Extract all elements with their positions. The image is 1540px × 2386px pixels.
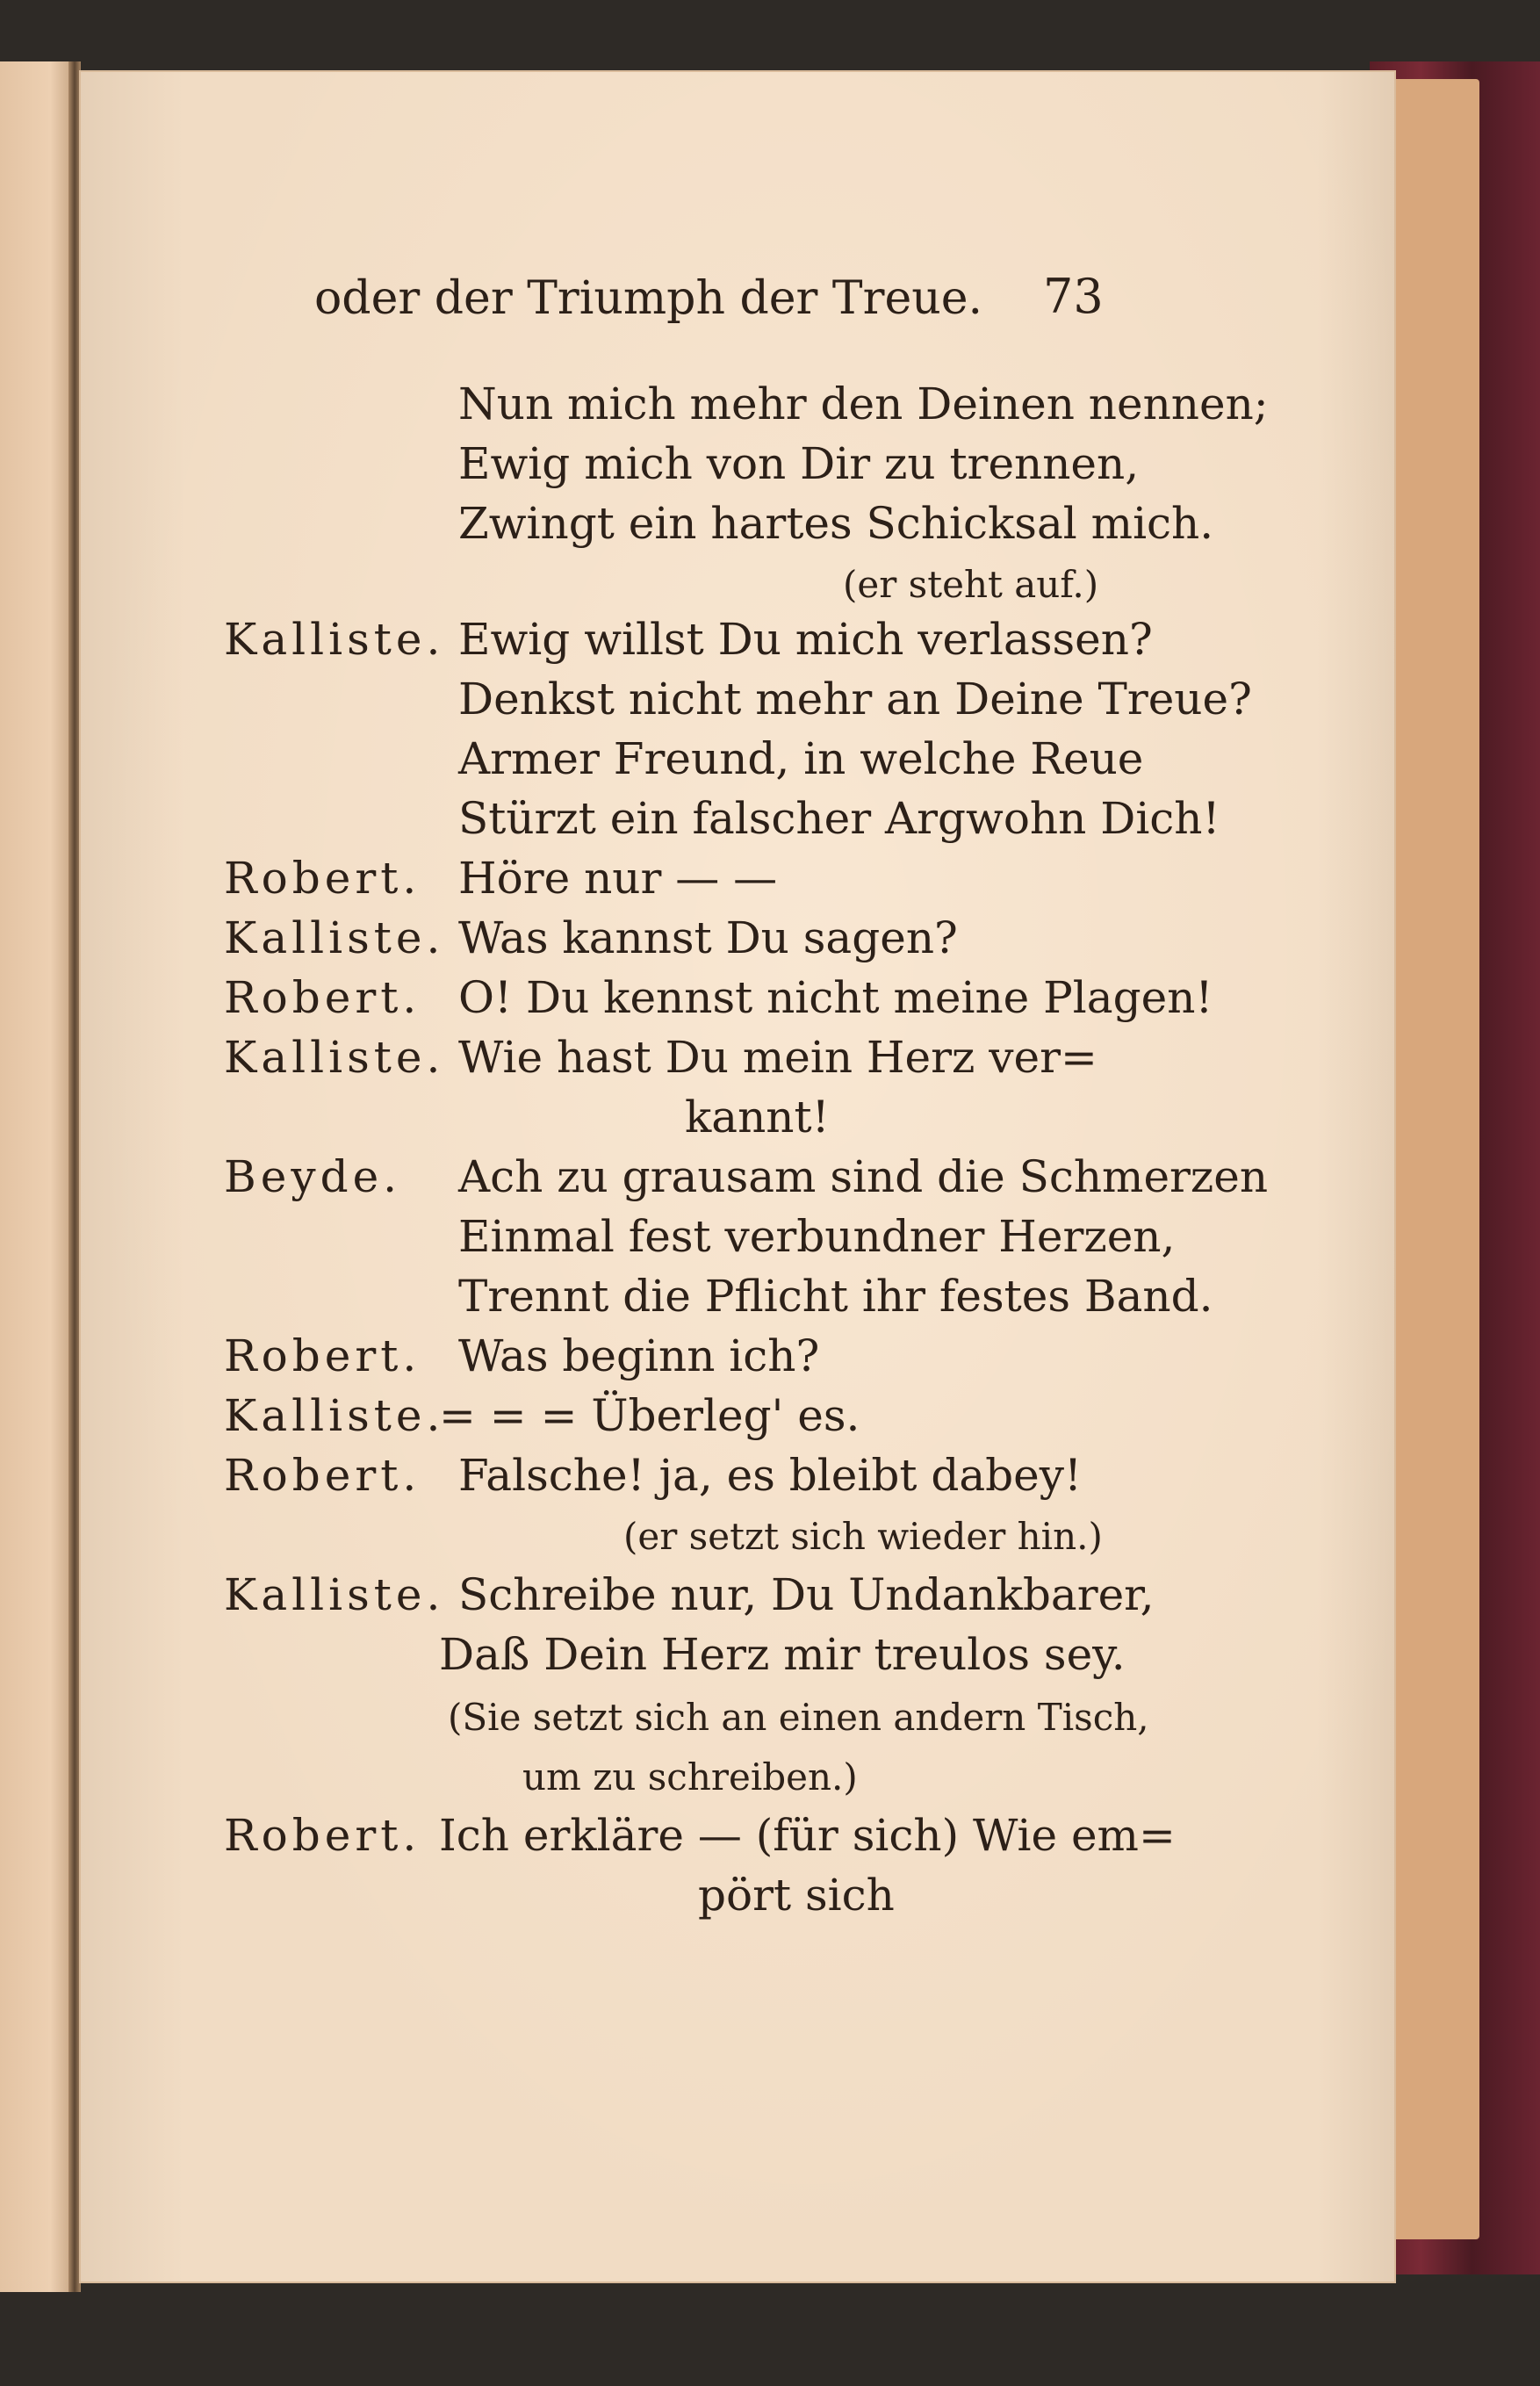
speaker-name: Kalliste. [224, 1032, 445, 1083]
text-line: Ach zu grausam sind die Schmerzen [458, 1151, 1269, 1202]
speaker-name: Robert. [224, 972, 421, 1023]
text-line: Zwingt ein hartes Schicksal mich. [458, 498, 1214, 549]
speaker-name: Robert. [224, 1810, 421, 1861]
text-line: Falsche! ja, es bleibt dabey! [458, 1450, 1083, 1501]
text-line: Nun mich mehr den Deinen nennen; [458, 378, 1269, 429]
stage-direction: um zu schreiben.) [522, 1755, 858, 1799]
text-line: Wie hast Du mein Herz ver= [458, 1032, 1097, 1083]
running-title: oder der Triumph der Treue. [314, 272, 983, 325]
text-line: Daß Dein Herz mir treulos sey. [439, 1629, 1126, 1680]
text-line: Trennt die Pflicht ihr festes Band. [458, 1271, 1213, 1322]
text-line: = = = Überleg' es. [439, 1390, 860, 1441]
speaker-name: Kalliste. [224, 1390, 445, 1441]
speaker-name: Robert. [224, 1330, 421, 1381]
text-line: Ich erkläre — (für sich) Wie em= [439, 1810, 1176, 1861]
text-line: Stürzt ein falscher Argwohn Dich! [458, 793, 1220, 844]
text-line: Armer Freund, in welche Reue [458, 733, 1144, 784]
text-line: Was kannst Du sagen? [458, 912, 958, 963]
speaker-name: Kalliste. [224, 614, 445, 665]
text-line: Denkst nicht mehr an Deine Treue? [458, 674, 1252, 724]
stage-direction: (er steht auf.) [843, 563, 1099, 606]
text-line: Einmal fest verbundner Herzen, [458, 1211, 1176, 1262]
stage-direction: (Sie setzt sich an einen andern Tisch, [448, 1696, 1149, 1739]
text-line: Höre nur — — [458, 853, 778, 904]
speaker-name: Robert. [224, 853, 421, 904]
text-line: pört sich [698, 1870, 895, 1921]
page-edge [1392, 79, 1479, 2239]
page-number: 73 [1043, 269, 1104, 324]
speaker-name: Robert. [224, 1450, 421, 1501]
book-page [79, 70, 1396, 2283]
text-line: O! Du kennst nicht meine Plagen! [458, 972, 1213, 1023]
text-line: Was beginn ich? [458, 1330, 820, 1381]
text-line: Ewig mich von Dir zu trennen, [458, 438, 1140, 489]
text-line: kannt! [685, 1092, 830, 1143]
speaker-name: Kalliste. [224, 1569, 445, 1620]
speaker-name: Beyde. [224, 1151, 402, 1202]
stage-direction: (er setzt sich wieder hin.) [623, 1515, 1103, 1558]
text-line: Schreibe nur, Du Undankbarer, [458, 1569, 1155, 1620]
speaker-name: Kalliste. [224, 912, 445, 963]
text-line: Ewig willst Du mich verlassen? [458, 614, 1153, 665]
left-page-margin [0, 61, 72, 2292]
